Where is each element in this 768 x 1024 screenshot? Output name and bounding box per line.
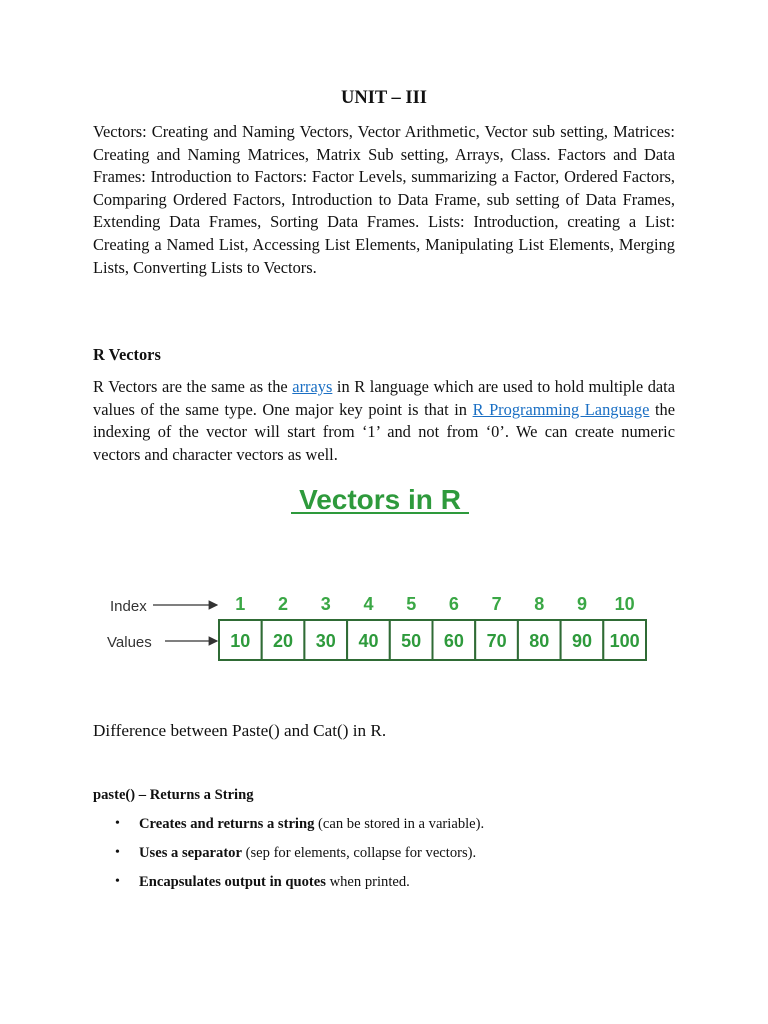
bullet-icon: • xyxy=(115,845,120,860)
value-text: 60 xyxy=(443,631,464,651)
bullet-bold-text: Creates and returns a string xyxy=(139,816,315,832)
r-programming-language-link[interactable]: R Programming Language xyxy=(472,399,650,419)
value-text: 40 xyxy=(358,631,379,651)
list-item xyxy=(93,814,675,843)
bullet-text: (sep for elements, collapse for vectors). xyxy=(241,845,477,861)
index-number: 1 xyxy=(235,594,246,614)
value-text: 80 xyxy=(529,631,550,651)
bullet-text: when printed. xyxy=(325,874,410,890)
intro-text-3: the indexing of the vector will start from ‘1’ and not from ‘0’. We can create numeric vectors and character vectors as well. xyxy=(93,399,676,464)
index-number: 8 xyxy=(534,594,545,614)
value-text: 30 xyxy=(315,631,336,651)
index-number: 2 xyxy=(277,594,289,614)
list-item xyxy=(93,843,675,872)
index-number: 9 xyxy=(576,594,588,614)
section-heading-r-vectors: R Vectors xyxy=(93,345,161,364)
bullet-icon: • xyxy=(115,874,120,889)
page-title: UNIT – III xyxy=(340,88,428,108)
bullet-bold-text: Encapsulates output in quotes xyxy=(139,874,326,890)
index-number: 3 xyxy=(320,594,331,614)
index-number: 7 xyxy=(491,594,502,614)
syllabus-paragraph: Vectors: Creating and Naming Vectors, Vector Arithmetic, Vector sub setting, Matrices: Creating and Naming Matrices, Matrix Sub setting, Arrays, Class. Factors and Data Frames: Introduction to Factors: Factor Levels, summarizing a Factor, Ordered Factors, Comparing Ordered Factors, Introduction to Data Frame, sub setting of Data Frames, Extending Data Frames, Sorting Data Frames. Lists: Introduction, creating a List: Creating a Named List, Accessing List Elements, Manipulating List Elements, Merging Lists, Converting Lists to Vectors. xyxy=(93,122,675,277)
difference-heading: Difference between Paste() and Cat() in R. xyxy=(93,721,387,740)
value-text: 10 xyxy=(230,631,251,651)
list-item xyxy=(93,872,675,901)
values-label: Values xyxy=(107,634,152,651)
value-text: 50 xyxy=(401,631,422,651)
index-number: 10 xyxy=(614,594,635,614)
index-label: Index xyxy=(110,598,147,615)
paste-bullet-list xyxy=(93,814,675,901)
index-numbers xyxy=(235,594,634,614)
paste-section-heading: paste() – Returns a String xyxy=(93,787,254,803)
index-number: 6 xyxy=(448,594,459,614)
value-text: 70 xyxy=(486,631,507,651)
value-text: 20 xyxy=(272,631,294,651)
bullet-text: (can be stored in a variable). xyxy=(314,816,485,832)
r-vectors-intro-paragraph xyxy=(93,376,675,466)
vectors-in-r-figure xyxy=(93,478,675,668)
index-number: 4 xyxy=(363,594,374,614)
intro-text-2: in R language which are used to hold multiple data values of the same type. One major key point is that in xyxy=(93,377,675,419)
index-number: 5 xyxy=(406,594,417,614)
bullet-icon: • xyxy=(115,816,120,831)
value-text: 100 xyxy=(609,631,640,651)
arrays-link[interactable]: arrays xyxy=(292,377,333,396)
intro-text-1: R Vectors are the same as the xyxy=(93,377,293,396)
bullet-bold-text: Uses a separator xyxy=(139,845,242,861)
value-text: 90 xyxy=(571,631,593,651)
value-cells xyxy=(219,620,646,660)
figure-title: Vectors in R xyxy=(299,484,461,515)
vector-diagram xyxy=(93,478,675,668)
